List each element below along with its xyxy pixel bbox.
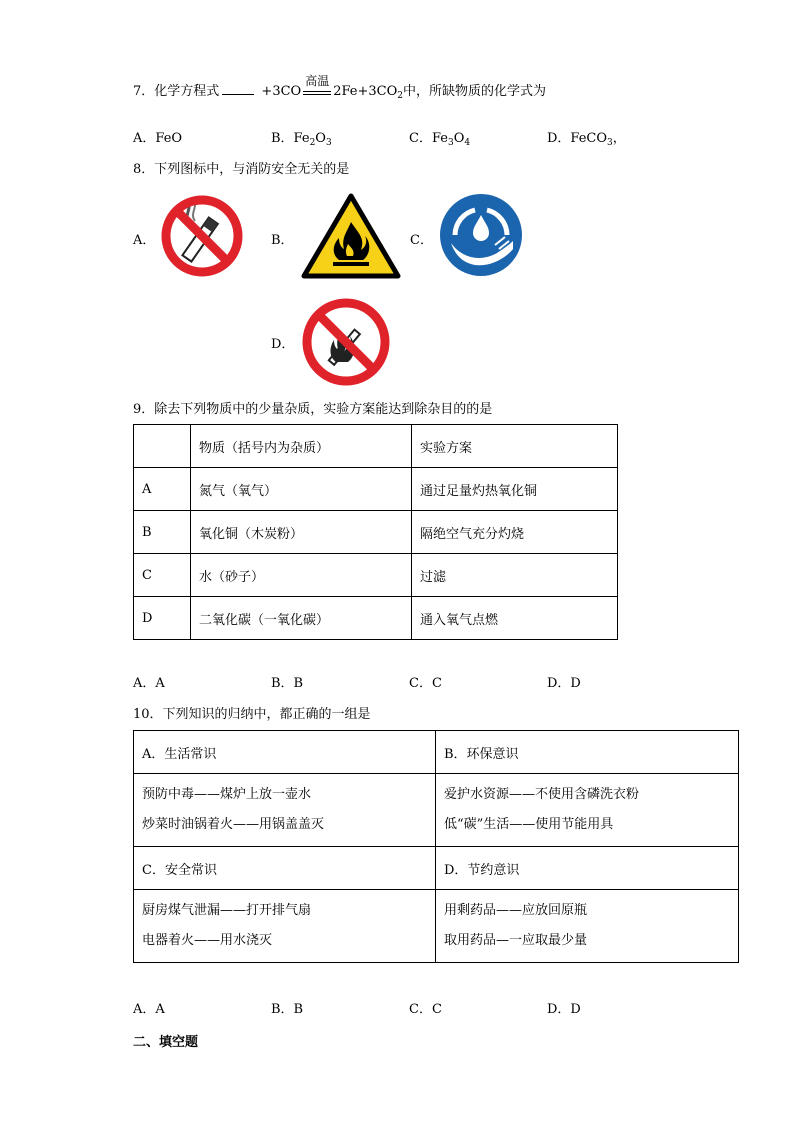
- q10-option-b: B．B: [271, 1002, 304, 1017]
- q7-option-b: B．$Fe_2O_3$: [271, 131, 332, 148]
- no-smoking-icon: [159, 193, 245, 279]
- q8-option-c-label: C．: [410, 233, 433, 248]
- q9-options: [133, 675, 693, 693]
- q7-number: 7．化学方程式: [133, 84, 220, 99]
- q7-option-a: A．FeO: [133, 131, 183, 146]
- table-cell: D: [134, 597, 191, 640]
- q8-option-a-label: A．: [133, 233, 156, 248]
- q10-option-d: D．D: [547, 1002, 581, 1017]
- q10-text: 10．下列知识的归纳中，都正确的一组是: [133, 707, 371, 722]
- table-cell: 通入氧气点燃: [412, 597, 618, 640]
- q9-option-d: D．D: [547, 676, 581, 691]
- q10-option-a: A．A: [133, 1002, 165, 1017]
- cell-a-body: 预防中毒——煤炉上放一壶水 炒菜时油锅着火——用锅盖盖灭: [134, 774, 436, 847]
- q7-option-c: C．$Fe_3O_4$: [409, 131, 471, 148]
- table-row: [134, 774, 739, 847]
- table-cell: 氧化铜（木炭粉）: [191, 511, 412, 554]
- table-row: [134, 847, 739, 890]
- q9-table: [133, 424, 618, 640]
- table-cell: C: [134, 554, 191, 597]
- q8-option-b-label: B．: [271, 233, 294, 248]
- table-cell: 二氧化碳（一氧化碳）: [191, 597, 412, 640]
- table-cell: 通过足量灼热氧化铜: [412, 468, 618, 511]
- flammable-warning-icon: [301, 192, 401, 280]
- table-header-row: [134, 425, 618, 468]
- cell-d-body: 用剩药品——应放回原瓶 取用药品—一应取最少量: [436, 890, 739, 963]
- table-cell: 水（砂子）: [191, 554, 412, 597]
- q9-option-b: B．B: [271, 676, 304, 691]
- table-row: [134, 554, 618, 597]
- table-cell: 隔绝空气充分灼烧: [412, 511, 618, 554]
- cell-c-body: 厨房煤气泄漏——打开排气扇 电器着火——用水浇灭: [134, 890, 436, 963]
- q7-option-d: D．FeCO$_3$，: [547, 131, 626, 148]
- table-cell: [134, 425, 191, 468]
- cell-d-title: D．节约意识: [436, 847, 739, 890]
- cell-c-title: C．安全常识: [134, 847, 436, 890]
- no-open-flame-icon: [300, 296, 392, 388]
- q10-table: [133, 730, 739, 963]
- reaction-condition: 高温: [303, 84, 331, 95]
- cell-b-body: 爱护水资源——不使用含磷洗衣粉 低“碳”生活——使用节能用具: [436, 774, 739, 847]
- section-title: 二、填空题: [133, 1035, 199, 1050]
- q9-option-c: C．C: [409, 676, 442, 691]
- table-row: [134, 511, 618, 554]
- table-cell: A: [134, 468, 191, 511]
- table-row: [134, 731, 739, 774]
- q7-options: [133, 130, 693, 148]
- q8-text: 8．下列图标中，与消防安全无关的是: [133, 162, 350, 177]
- table-cell: 物质（括号内为杂质）: [191, 425, 412, 468]
- table-cell: 氮气（氧气）: [191, 468, 412, 511]
- q7-eq-part2: $2Fe+3CO_2$: [333, 84, 403, 101]
- table-cell: 过滤: [412, 554, 618, 597]
- q7-eq-part1: +3CO: [261, 84, 302, 99]
- q9-text: 9．除去下列物质中的少量杂质，实验方案能达到除杂目的的是: [133, 402, 493, 417]
- table-row: [134, 890, 739, 963]
- table-cell: B: [134, 511, 191, 554]
- q7-text: [133, 74, 546, 105]
- q7-blank: [222, 82, 254, 95]
- q9-option-a: A．A: [133, 676, 165, 691]
- q10-option-c: C．C: [409, 1002, 442, 1017]
- q7-tail: 中，所缺物质的化学式为: [402, 84, 546, 99]
- table-row: [134, 597, 618, 640]
- water-saving-icon: [439, 193, 523, 277]
- q10-options: [133, 1001, 693, 1019]
- q8-option-d-label: D．: [271, 337, 295, 352]
- table-row: [134, 468, 618, 511]
- cell-b-title: B．环保意识: [436, 731, 739, 774]
- table-cell: 实验方案: [412, 425, 618, 468]
- cell-a-title: A．生活常识: [134, 731, 436, 774]
